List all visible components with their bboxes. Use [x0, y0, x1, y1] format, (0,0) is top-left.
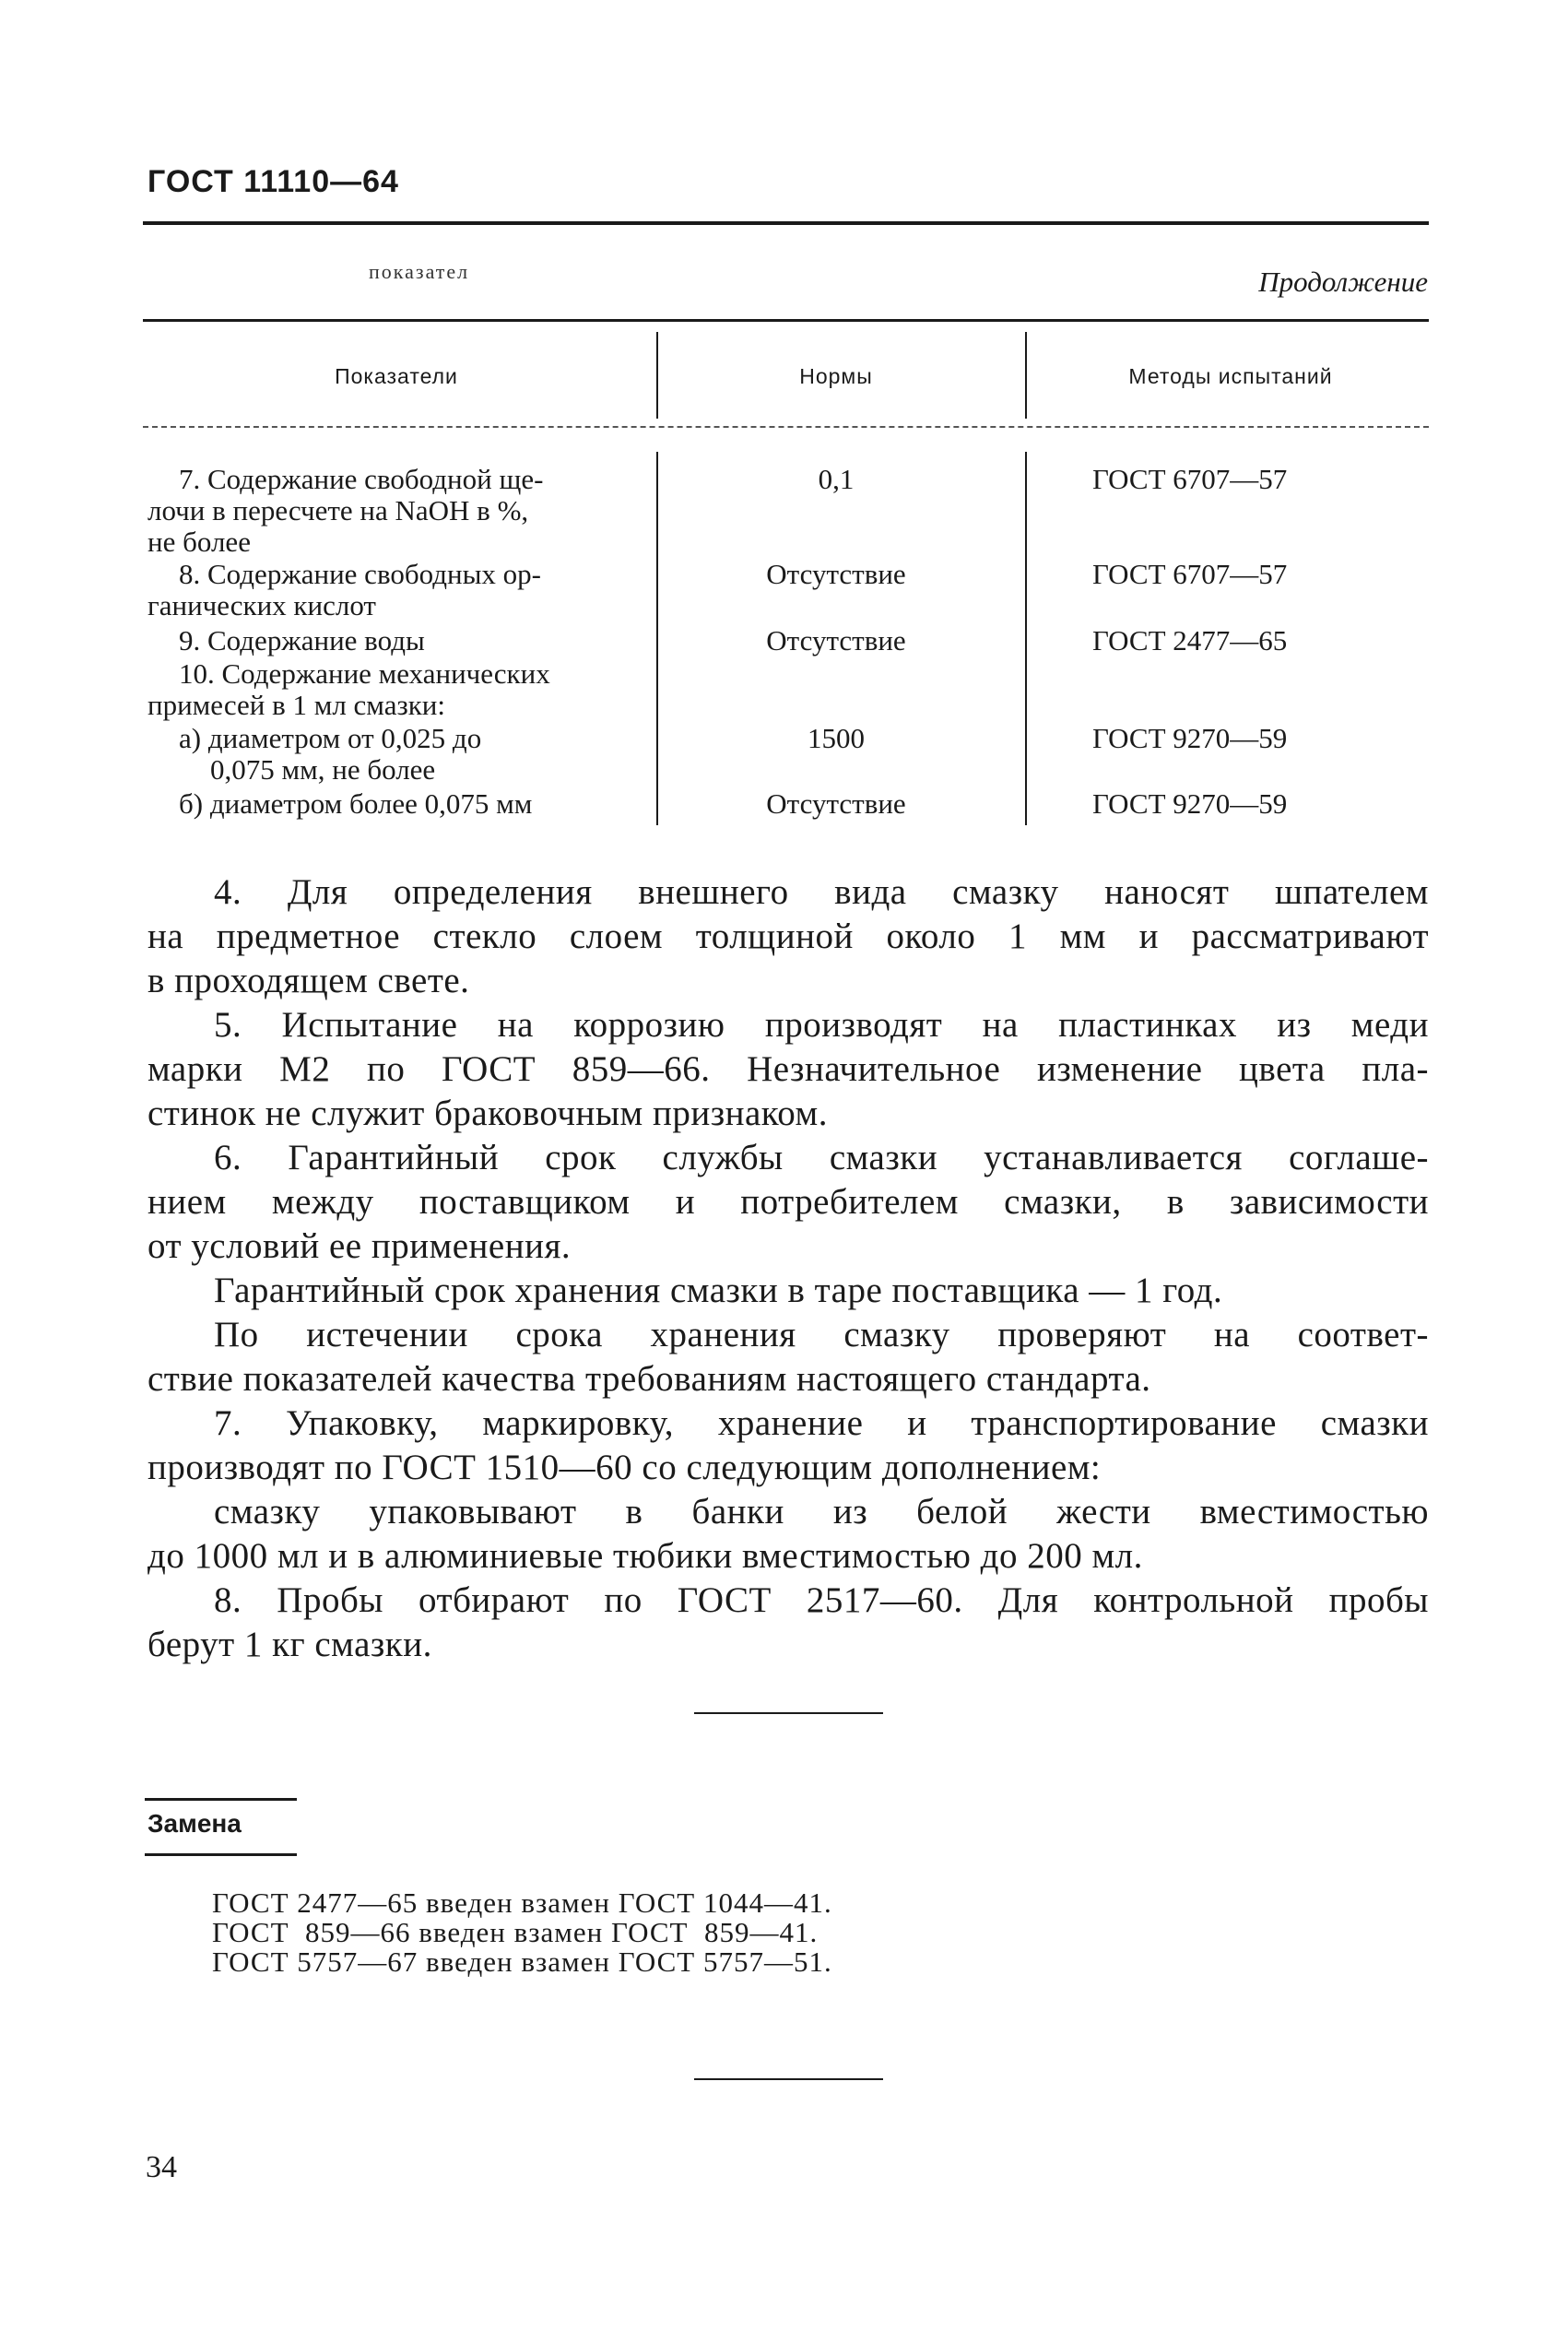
body-divider-1	[656, 452, 658, 825]
text-line: Гарантийный срок хранения смазки в таре поставщика — 1 год.	[214, 1271, 1223, 1310]
paragraph-6	[147, 1136, 1429, 1269]
replacement-title: Замена	[147, 1809, 242, 1838]
body-divider-2	[1025, 452, 1027, 825]
table-row-10a-method: ГОСТ 9270—59	[1092, 722, 1288, 754]
text-line: до 1000 мл и в алюминиевые тюбики вместимостью до 200 мл.	[147, 1536, 1143, 1576]
table-row-10a-indicator	[147, 723, 645, 786]
replacement-line-2: ГОСТ 859—66 введен взамен ГОСТ 859—41.	[212, 1916, 819, 1948]
text-line: в проходящем свете.	[147, 961, 470, 1000]
section-separator	[694, 1712, 883, 1714]
column-header-norms: Нормы	[799, 364, 873, 388]
indicator-line: 7. Содержание свободной ще-	[179, 463, 544, 495]
replacement-line-1: ГОСТ 2477—65 введен взамен ГОСТ 1044—41.	[212, 1886, 832, 1919]
replacement-top-rule	[145, 1798, 297, 1801]
replacement-line-3: ГОСТ 5757—67 введен взамен ГОСТ 5757—51.	[212, 1946, 832, 1978]
indicator-line: 0,075 мм, не более	[210, 753, 436, 786]
column-header-indicators: Показатели	[335, 364, 458, 388]
paragraph-5	[147, 1003, 1429, 1136]
header-rule	[143, 221, 1429, 225]
table-row-9-norm: Отсутствие	[766, 624, 906, 656]
text-line: ствие показателей качества требованиям настоящего стандарта.	[147, 1359, 1151, 1399]
table-row-9-method: ГОСТ 2477—65	[1092, 624, 1288, 656]
paragraph-7	[147, 1402, 1429, 1490]
stray-word: показател	[369, 260, 470, 283]
header-divider-1	[656, 332, 658, 419]
indicator-line: а) диаметром от 0,025 до	[179, 722, 482, 754]
table-row-9-indicator	[147, 625, 645, 656]
indicator-line: не более	[147, 526, 251, 558]
text-line: марки М2 по ГОСТ 859—66. Незначительное изменение цвета пла-	[147, 1049, 1429, 1089]
indicator-line: ганических кислот	[147, 589, 376, 621]
table-row-10b-indicator	[147, 788, 645, 820]
indicator-line: 10. Содержание механических	[179, 657, 550, 690]
text-line: от условий ее применения.	[147, 1226, 572, 1266]
text-line: 8. Пробы отбирают по ГОСТ 2517—60. Для контрольной пробы	[214, 1580, 1429, 1620]
paragraph-6-check	[147, 1313, 1429, 1402]
table-row-10b-method: ГОСТ 9270—59	[1092, 787, 1288, 820]
table-row-10-indicator	[147, 658, 645, 721]
text-line: стинок не служит браковочным признаком.	[147, 1094, 828, 1133]
paragraph-7-packaging	[147, 1490, 1429, 1579]
table-row-7-norm: 0,1	[818, 463, 855, 495]
table-row-7-indicator	[147, 464, 645, 558]
text-line: нием между поставщиком и потребителем смазки, в зависимости	[147, 1182, 1429, 1222]
text-line: производят по ГОСТ 1510—60 со следующим дополнением:	[147, 1448, 1102, 1487]
table-top-rule	[143, 319, 1429, 322]
header-divider-2	[1025, 332, 1027, 419]
table-row-10a-norm: 1500	[808, 722, 865, 754]
indicator-line: б) диаметром более 0,075 мм	[179, 787, 533, 820]
table-row-7-method: ГОСТ 6707—57	[1092, 463, 1288, 495]
page-number: 34	[146, 2150, 177, 2184]
indicator-line: 9. Содержание воды	[179, 624, 425, 656]
table-row-8-indicator	[147, 559, 645, 621]
table-row-8-norm: Отсутствие	[766, 558, 906, 590]
end-separator	[694, 2078, 883, 2080]
table-row-10b-norm: Отсутствие	[766, 787, 906, 820]
indicator-line: лочи в пересчете на NaOH в %,	[147, 494, 529, 526]
paragraph-6-storage	[147, 1269, 1429, 1313]
text-line: на предметное стекло слоем толщиной около 1 мм и рассматривают	[147, 917, 1429, 956]
text-line: смазку упаковывают в банки из белой жести вместимостью	[214, 1492, 1429, 1532]
paragraph-8	[147, 1579, 1429, 1667]
text-line: По истечении срока хранения смазку проверяют на соответ-	[214, 1315, 1429, 1354]
text-line: 6. Гарантийный срок службы смазки устанавливается соглаше-	[214, 1138, 1429, 1177]
replacement-bottom-rule	[145, 1853, 297, 1856]
text-line: берут 1 кг смазки.	[147, 1625, 432, 1664]
table-row-8-method: ГОСТ 6707—57	[1092, 558, 1288, 590]
indicator-line: примесей в 1 мл смазки:	[147, 689, 445, 721]
document-id: ГОСТ 11110—64	[147, 164, 399, 199]
text-line: 7. Упаковку, маркировку, хранение и транспортирование смазки	[214, 1403, 1429, 1443]
header-dashed-rule	[143, 426, 1429, 428]
column-header-methods: Методы испытаний	[1128, 364, 1333, 388]
text-line: 5. Испытание на коррозию производят на пластинках из меди	[214, 1005, 1429, 1045]
continuation-label: Продолжение	[1258, 266, 1428, 298]
indicator-line: 8. Содержание свободных ор-	[179, 558, 542, 590]
text-line: 4. Для определения внешнего вида смазку наносят шпателем	[214, 872, 1429, 912]
paragraph-4	[147, 870, 1429, 1003]
